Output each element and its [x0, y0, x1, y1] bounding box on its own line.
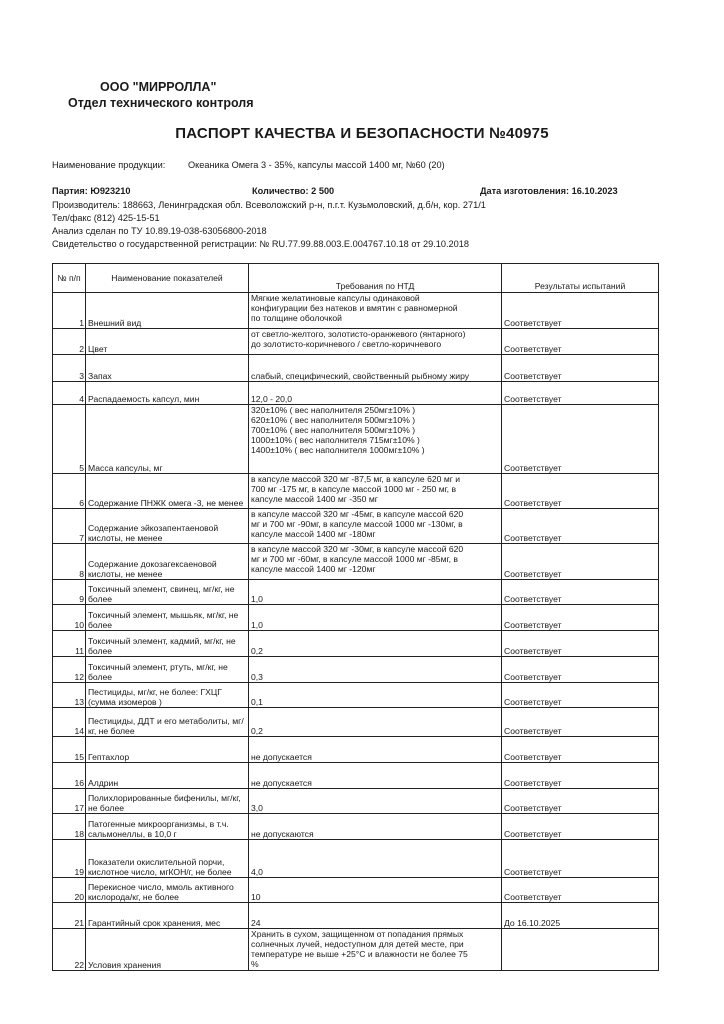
- row-result: Соответствует: [502, 355, 659, 382]
- requirement-line: мг и 700 мг -90мг, в капсуле массой 1000 мг -130мг, в: [251, 519, 463, 529]
- requirement-line: мг и 700 мг -60мг, в капсуле массой 1000 мг -85мг, в: [251, 554, 458, 564]
- row-indicator-name: Цвет: [86, 329, 249, 355]
- row-requirement: [249, 631, 502, 657]
- requirement-line: не допускаются: [251, 829, 314, 839]
- row-indicator-name: Условия хранения: [86, 929, 249, 971]
- row-indicator-name: Масса капсулы, мг: [86, 405, 249, 474]
- row-requirement: [249, 929, 502, 971]
- row-number: 11: [53, 631, 86, 657]
- product-value: Океаника Омега 3 - 35%, капсулы массой 1400 мг, №60 (20): [188, 160, 445, 170]
- row-number: 4: [53, 382, 86, 405]
- row-requirement: [249, 789, 502, 814]
- quantity-field: [252, 186, 334, 196]
- row-result: Соответствует: [502, 509, 659, 544]
- row-requirement: [249, 293, 502, 329]
- row-requirement: [249, 878, 502, 903]
- row-number: 9: [53, 580, 86, 605]
- requirement-line: Хранить в сухом, защищенном от попадания прямых: [251, 929, 464, 939]
- table-row: [53, 293, 659, 329]
- manufacturer-line: Производитель: 188663, Ленинградская обл. Всеволожский р-н, п.г.т. Кузьмоловский, д.б/н, кор. 271/1: [52, 200, 486, 210]
- row-result: Соответствует: [502, 474, 659, 509]
- table-row: [53, 708, 659, 737]
- row-number: 8: [53, 544, 86, 580]
- requirement-line: до золотисто-коричневого / светло-коричневого: [251, 339, 442, 349]
- row-indicator-name: Пестициды, ДДТ и его метаболиты, мг/кг, не более: [86, 708, 249, 737]
- row-indicator-name: Содержание докозагексаеновой кислоты, не менее: [86, 544, 249, 580]
- row-result: Соответствует: [502, 405, 659, 474]
- requirement-line: Мягкие желатиновые капсулы одинаковой: [251, 293, 420, 303]
- row-indicator-name: Перекисное число, ммоль активного кислорода/кг, не более: [86, 878, 249, 903]
- row-result: Соответствует: [502, 840, 659, 878]
- requirement-line: 1400±10% ( вес наполнителя 1000мг±10% ): [251, 445, 425, 455]
- row-indicator-name: Гептахлор: [86, 737, 249, 763]
- requirement-line: капсуле массой 1400 мг -120мг: [251, 564, 376, 574]
- row-number: 12: [53, 657, 86, 683]
- row-number: 15: [53, 737, 86, 763]
- col-number-header: № п/п: [53, 264, 86, 293]
- requirement-line: в капсуле массой 320 мг -87,5 мг, в капсуле 620 мг и: [251, 474, 461, 484]
- table-row: [53, 355, 659, 382]
- col-results-header: Результаты испытаний: [502, 264, 659, 293]
- row-number: 5: [53, 405, 86, 474]
- row-number: 7: [53, 509, 86, 544]
- requirement-line: слабый, специфический, свойственный рыбному жиру: [251, 371, 470, 381]
- row-result: [502, 929, 659, 971]
- requirement-line: 0,3: [251, 672, 263, 682]
- row-requirement: [249, 544, 502, 580]
- row-indicator-name: Внешний вид: [86, 293, 249, 329]
- requirement-line: 700 мг -175 мг, в капсуле массой 1000 мг - 250 мг, в: [251, 484, 457, 494]
- requirement-line: 0,1: [251, 697, 263, 707]
- table-header-row: [53, 264, 659, 293]
- row-number: 14: [53, 708, 86, 737]
- table-row: [53, 405, 659, 474]
- quantity-value: 2 500: [311, 186, 335, 196]
- row-indicator-name: Полихлорированные бифенилы, мг/кг, не более: [86, 789, 249, 814]
- requirement-line: %: [251, 959, 259, 969]
- row-result: Соответствует: [502, 605, 659, 631]
- row-result: Соответствует: [502, 657, 659, 683]
- date-value: 16.10.2023: [571, 186, 618, 196]
- requirement-line: 3,0: [251, 803, 263, 813]
- col-requirements-header: Требования по НТД: [249, 264, 502, 293]
- row-number: 6: [53, 474, 86, 509]
- col-name-header: Наименование показателей: [86, 264, 249, 293]
- row-indicator-name: Токсичный элемент, ртуть, мг/кг, не более: [86, 657, 249, 683]
- row-requirement: [249, 737, 502, 763]
- table-row: [53, 903, 659, 929]
- row-result: Соответствует: [502, 631, 659, 657]
- row-indicator-name: Запах: [86, 355, 249, 382]
- batch-label: Партия:: [52, 186, 88, 196]
- requirement-line: 1,0: [251, 620, 263, 630]
- requirement-line: 12,0 - 20,0: [251, 394, 293, 404]
- requirement-line: конфигурации без натеков и вмятин с равномерной: [251, 303, 458, 313]
- date-label: Дата изготовления:: [480, 186, 570, 196]
- row-indicator-name: Токсичный элемент, свинец, мг/кг, не более: [86, 580, 249, 605]
- row-indicator-name: Токсичный элемент, мышьяк, мг/кг, не более: [86, 605, 249, 631]
- row-indicator-name: Гарантийный срок хранения, мес: [86, 903, 249, 929]
- row-requirement: [249, 657, 502, 683]
- row-result: Соответствует: [502, 329, 659, 355]
- row-number: 3: [53, 355, 86, 382]
- requirement-line: температуре не выше +25°С и влажности не более 75: [251, 949, 468, 959]
- row-requirement: [249, 580, 502, 605]
- organization-name: ООО "МИРРОЛЛА": [100, 80, 217, 94]
- table-row: [53, 509, 659, 544]
- table-row: [53, 929, 659, 971]
- row-requirement: [249, 683, 502, 708]
- row-indicator-name: Алдрин: [86, 763, 249, 789]
- requirement-line: солнечных лучей, недоступном для детей месте, при: [251, 939, 464, 949]
- batch-field: [52, 186, 130, 196]
- requirement-line: по толщине оболочкой: [251, 313, 342, 323]
- row-requirement: [249, 903, 502, 929]
- row-requirement: [249, 474, 502, 509]
- row-number: 21: [53, 903, 86, 929]
- requirement-line: 0,2: [251, 646, 263, 656]
- analysis-line: Анализ сделан по ТУ 10.89.19-038-63056800-2018: [52, 226, 267, 236]
- row-requirement: [249, 605, 502, 631]
- row-indicator-name: Токсичный элемент, кадмий, мг/кг, не более: [86, 631, 249, 657]
- certificate-line: Свидетельство о государственной регистрации: № RU.77.99.88.003.Е.004767.10.18 от 29.10.2018: [52, 239, 469, 249]
- requirement-line: 24: [251, 918, 261, 928]
- row-number: 10: [53, 605, 86, 631]
- row-requirement: [249, 814, 502, 840]
- quality-table: [52, 263, 659, 971]
- row-number: 19: [53, 840, 86, 878]
- requirement-line: 620±10% ( вес наполнителя 500мг±10% ): [251, 415, 416, 425]
- row-result: Соответствует: [502, 763, 659, 789]
- row-indicator-name: Патогенные микроорганизмы, в т.ч. сальмонеллы, в 10,0 г: [86, 814, 249, 840]
- quantity-label: Количество:: [252, 186, 309, 196]
- row-number: 16: [53, 763, 86, 789]
- requirement-line: капсуле массой 1400 мг -350 мг: [251, 494, 378, 504]
- requirement-line: в капсуле массой 320 мг -30мг, в капсуле массой 620: [251, 544, 464, 554]
- date-field: [480, 186, 618, 196]
- table-row: [53, 789, 659, 814]
- row-result: Соответствует: [502, 382, 659, 405]
- requirement-line: 10: [251, 892, 261, 902]
- row-requirement: [249, 382, 502, 405]
- page-title: ПАСПОРТ КАЧЕСТВА И БЕЗОПАСНОСТИ №40975: [175, 125, 549, 142]
- row-result: Соответствует: [502, 544, 659, 580]
- requirement-line: 4,0: [251, 867, 263, 877]
- table-row: [53, 631, 659, 657]
- table-row: [53, 814, 659, 840]
- table-row: [53, 329, 659, 355]
- row-requirement: [249, 509, 502, 544]
- row-requirement: [249, 763, 502, 789]
- phone-line: Тел/факс (812) 425-15-51: [52, 213, 160, 223]
- row-result: Соответствует: [502, 683, 659, 708]
- row-result: Соответствует: [502, 708, 659, 737]
- row-number: 20: [53, 878, 86, 903]
- row-result: Соответствует: [502, 293, 659, 329]
- row-result: Соответствует: [502, 789, 659, 814]
- table-row: [53, 605, 659, 631]
- row-requirement: [249, 405, 502, 474]
- table-row: [53, 878, 659, 903]
- requirement-line: не допускается: [251, 752, 312, 762]
- table-row: [53, 474, 659, 509]
- requirement-line: 320±10% ( вес наполнителя 250мг±10% ): [251, 405, 416, 415]
- row-number: 22: [53, 929, 86, 971]
- table-row: [53, 580, 659, 605]
- table-row: [53, 840, 659, 878]
- row-result: Соответствует: [502, 814, 659, 840]
- row-requirement: [249, 708, 502, 737]
- row-indicator-name: Показатели окислительной порчи, кислотное число, мгКОН/г, не более: [86, 840, 249, 878]
- row-number: 1: [53, 293, 86, 329]
- row-result: Соответствует: [502, 580, 659, 605]
- table-row: [53, 683, 659, 708]
- row-number: 17: [53, 789, 86, 814]
- row-result: Соответствует: [502, 878, 659, 903]
- row-requirement: [249, 329, 502, 355]
- requirement-line: от светло-желтого, золотисто-оранжевого (янтарного): [251, 329, 466, 339]
- product-label: Наименование продукции:: [52, 160, 166, 170]
- requirement-line: 1000±10% ( вес наполнителя 715мг±10% ): [251, 435, 420, 445]
- row-indicator-name: Пестициды, мг/кг, не более: ГХЦГ (сумма изомеров ): [86, 683, 249, 708]
- requirement-line: 1,0: [251, 594, 263, 604]
- row-requirement: [249, 840, 502, 878]
- row-indicator-name: Содержание ПНЖК омега -3, не менее: [86, 474, 249, 509]
- requirement-line: в капсуле массой 320 мг -45мг, в капсуле массой 620: [251, 509, 464, 519]
- row-indicator-name: Содержание эйкозапентаеновой кислоты, не менее: [86, 509, 249, 544]
- row-indicator-name: Распадаемость капсул, мин: [86, 382, 249, 405]
- table-row: [53, 657, 659, 683]
- row-number: 2: [53, 329, 86, 355]
- requirement-line: не допускается: [251, 778, 312, 788]
- row-requirement: [249, 355, 502, 382]
- requirement-line: 700±10% ( вес наполнителя 500мг±10% ): [251, 425, 416, 435]
- table-row: [53, 737, 659, 763]
- row-number: 18: [53, 814, 86, 840]
- batch-value: Ю923210: [90, 186, 131, 196]
- table-row: [53, 382, 659, 405]
- requirement-line: 0,2: [251, 726, 263, 736]
- row-number: 13: [53, 683, 86, 708]
- table-row: [53, 763, 659, 789]
- row-result: Соответствует: [502, 737, 659, 763]
- row-result: До 16.10.2025: [502, 903, 659, 929]
- requirement-line: капсуле массой 1400 мг -180мг: [251, 529, 376, 539]
- department-name: Отдел технического контроля: [68, 96, 254, 110]
- table-row: [53, 544, 659, 580]
